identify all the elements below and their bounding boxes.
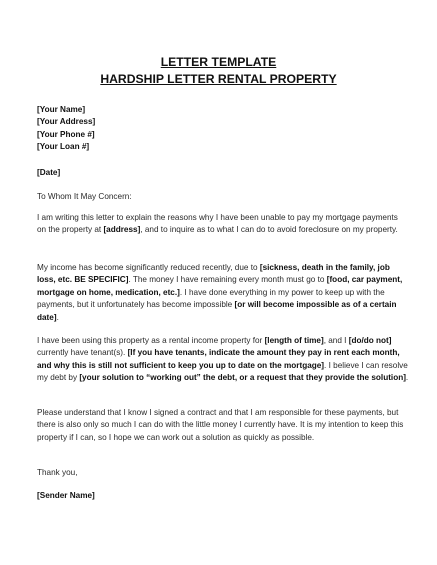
paragraph-text: currently have tenant(s). [37,348,128,358]
paragraph-text: . [56,312,59,322]
sender-phone: [Your Phone #] [37,129,95,139]
document-title: LETTER TEMPLATE [160,55,277,69]
paragraph-text: . [405,373,409,383]
paragraph-commitment: Please understand that I know I signed a contract and that I am responsible for these payments, but there is also only so much I can do with the little money I currently have. It is my intention to keep this property if I can, so I hope we can work out a solution as quickly as possible. [37,408,404,442]
sender-name: [Your Name] [37,105,86,114]
paragraph-text: I am writing this letter to explain the reasons why I have been unable to pay my mortgage payments on the property at [37,213,398,235]
closing: Thank you, [37,468,78,477]
sender-address-block [37,104,409,154]
placeholder-reason: [sickness, death in the family, job loss, etc. BE SPECIFIC] [37,263,390,285]
document-subtitle: HARDSHIP LETTER RENTAL PROPERTY [100,72,337,86]
sender-loan-number: [Your Loan #] [37,142,90,152]
paragraph-explanation [37,212,409,237]
paragraph-text: I have been using this property as a rental income property for [37,336,265,345]
paragraph-rental [37,335,409,385]
placeholder-length-of-time: [length of time] [264,336,324,345]
placeholder-date: [or will become impossible as of a certain date] [37,300,397,322]
signature [37,490,409,502]
sender-address: [Your Address] [37,117,96,127]
paragraph-text: My income has become significantly reduced recently, due to [37,263,260,272]
letter-date [37,167,409,179]
paragraph-text: , and to inquire as to what I can do to avoid foreclosure on my property. [140,225,398,235]
placeholder-tenants: [If you have tenants, indicate the amount they pay in rent each month, and why this is still not sufficient to keep you up to date on the mortgage] [37,348,400,370]
placeholder-expenses: [food, car payment, mortgage on home, medication, etc.] [37,275,403,297]
paragraph-text: . The money I have remaining every month must go to [128,275,327,285]
signature-name: [Sender Name] [37,491,95,500]
placeholder-address: [address] [103,225,141,235]
placeholder-solution: [your solution to “working out” the debt, or a request that they provide the solution] [79,373,406,383]
paragraph-text: . I believe I can resolve my debt by [37,360,408,383]
paragraph-text: , and I [323,336,349,345]
paragraph-income [37,262,409,324]
paragraph-text: . I have done everything in my power to keep up with the payments, but it unfortunately has become impossible [37,287,385,310]
date-value: [Date] [37,168,61,177]
greeting: To Whom It May Concern: [37,192,132,201]
placeholder-do-do-not: [do/do not] [348,336,392,345]
